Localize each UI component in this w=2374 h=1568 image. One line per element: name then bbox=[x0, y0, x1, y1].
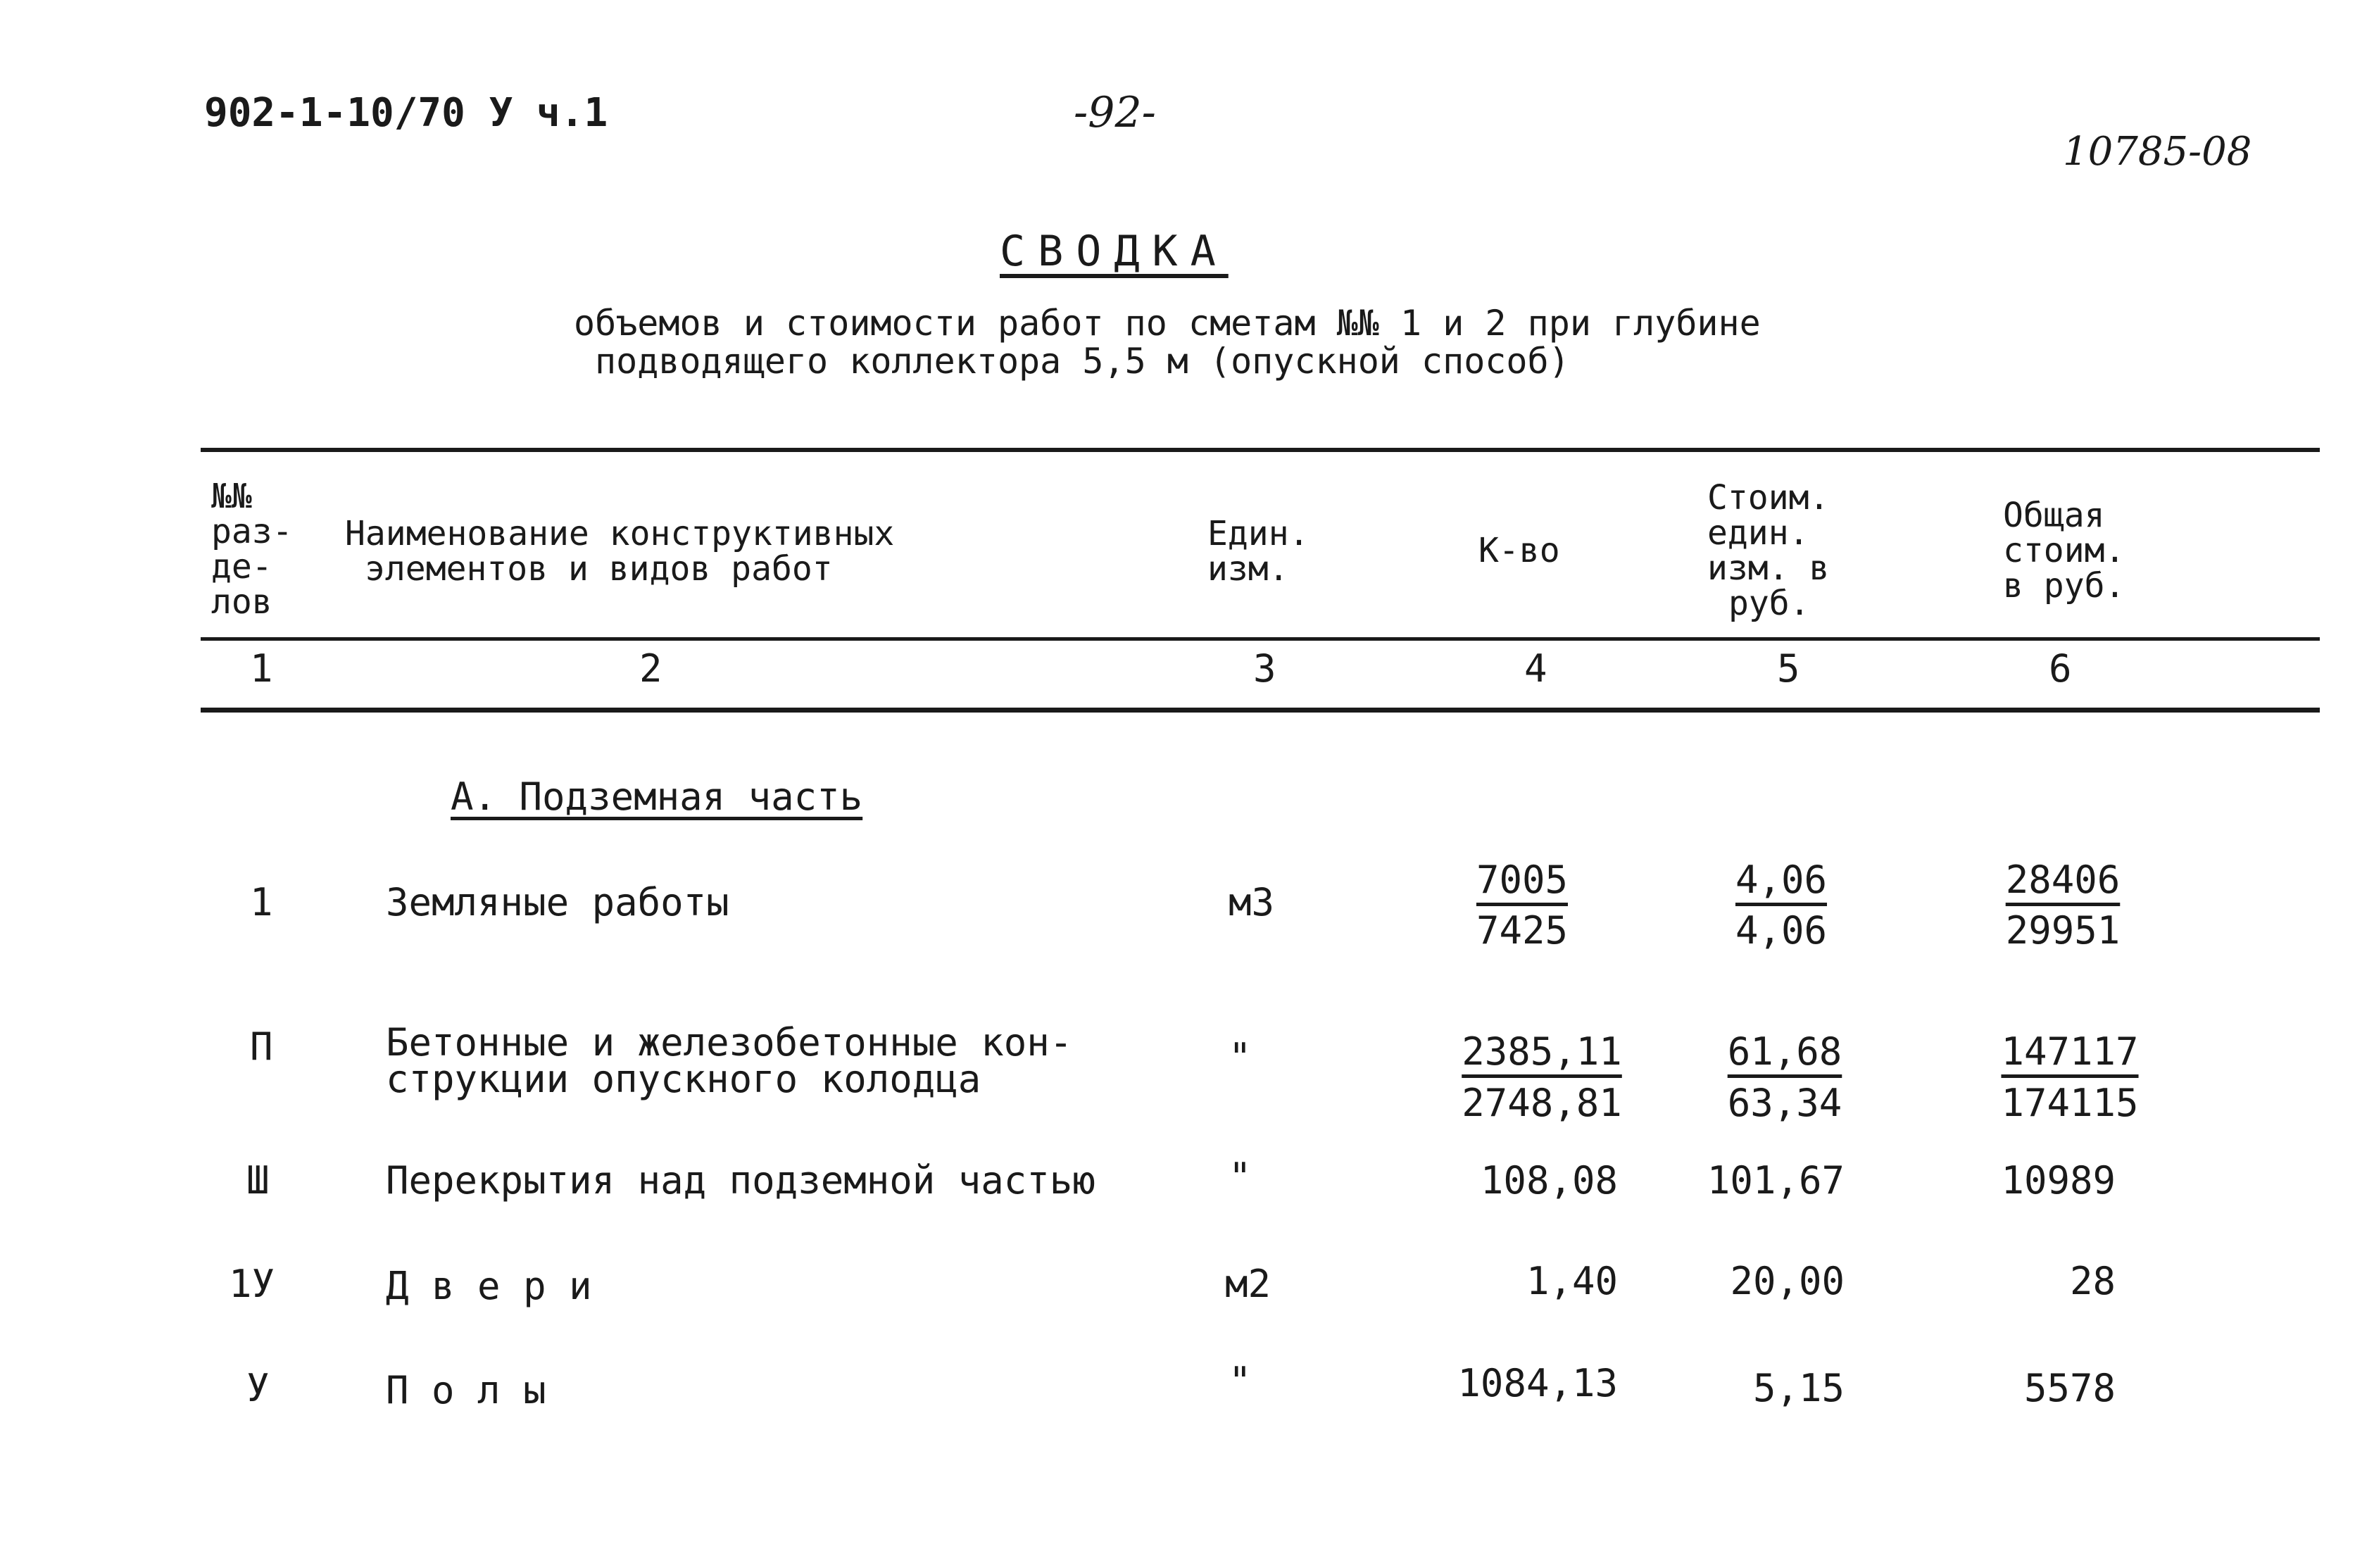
subtitle-line: объемов и стоимости работ по сметам №№ 1 и 2 при глубине bbox=[574, 303, 1761, 344]
row-2-qty-bottom: 2748,81 bbox=[1462, 1081, 1622, 1125]
row-1-qty-top: 7005 bbox=[1476, 858, 1569, 902]
row-5-total: 5578 bbox=[2023, 1366, 2116, 1410]
row-1-unit-cost-top: 4,06 bbox=[1735, 858, 1828, 902]
document-number: 10785-08 bbox=[2063, 129, 2252, 175]
row-1-total-top: 28406 bbox=[2005, 858, 2121, 902]
header-unit: Един. изм. bbox=[1207, 514, 1310, 589]
row-5-no: У bbox=[246, 1366, 270, 1410]
column-number: 2 bbox=[639, 646, 662, 691]
row-4-unit-cost: 20,00 bbox=[1730, 1259, 1845, 1303]
row-1-qty-bottom: 7425 bbox=[1476, 908, 1569, 953]
row-2-qty-top: 2385,11 bbox=[1462, 1029, 1622, 1074]
page-title: СВОДКА bbox=[1000, 227, 1229, 276]
row-3-no: Ш bbox=[246, 1158, 270, 1203]
subtitle-line: подводящего коллектора 5,5 м (опускной способ) bbox=[595, 341, 1570, 382]
header-name: Наименование конструктивных элементов и видов работ bbox=[345, 514, 895, 589]
row-1-unit-cost-bottom: 4,06 bbox=[1735, 908, 1828, 953]
row-2-total-top: 147117 bbox=[2001, 1029, 2139, 1074]
row-2-name: Бетонные и железобетонные кон- струкции опускного колодца bbox=[386, 1020, 1073, 1101]
header-qty: К-во bbox=[1478, 531, 1560, 570]
row-4-total: 28 bbox=[2069, 1259, 2116, 1303]
row-4-name: Д в е р и bbox=[386, 1264, 592, 1308]
column-number: 5 bbox=[1777, 646, 1800, 691]
column-number: 3 bbox=[1253, 646, 1276, 691]
row-3-unit: " bbox=[1229, 1155, 1252, 1199]
column-number: 6 bbox=[2049, 646, 2072, 691]
header-section-no: №№ раз- де- лов bbox=[211, 477, 293, 622]
row-5-unit-cost: 5,15 bbox=[1752, 1366, 1845, 1410]
document-code: 902-1-10/70 У ч.1 bbox=[204, 90, 608, 136]
row-5-qty: 1084,13 bbox=[1457, 1361, 1618, 1405]
row-2-unit: " bbox=[1229, 1035, 1252, 1079]
header-unit-cost: Стоим. един. изм. в руб. bbox=[1707, 478, 1830, 623]
row-1-unit: м3 bbox=[1229, 880, 1275, 924]
header-rule bbox=[201, 637, 2320, 641]
row-3-total: 10989 bbox=[2001, 1158, 2116, 1203]
row-1-no: 1 bbox=[250, 880, 273, 924]
column-number: 4 bbox=[1524, 646, 1547, 691]
row-2-unit-cost-bottom: 63,34 bbox=[1727, 1081, 1842, 1125]
row-2-total-bottom: 174115 bbox=[2001, 1081, 2139, 1125]
row-4-unit: м2 bbox=[1225, 1262, 1271, 1306]
row-4-no: 1У bbox=[229, 1262, 275, 1306]
row-3-qty: 108,08 bbox=[1480, 1158, 1618, 1203]
table-top-rule bbox=[201, 448, 2320, 452]
row-2-unit-cost-top: 61,68 bbox=[1727, 1029, 1842, 1074]
row-5-unit: " bbox=[1229, 1359, 1252, 1403]
page-subtitle bbox=[574, 304, 1761, 380]
row-2-no: П bbox=[250, 1024, 273, 1069]
header-total-cost: Общая стоим. в руб. bbox=[2003, 496, 2125, 606]
row-3-name: Перекрытия над подземной частью bbox=[386, 1158, 1095, 1203]
column-number: 1 bbox=[250, 646, 273, 691]
row-1-name: Земляные работы bbox=[386, 880, 729, 924]
row-5-name: П о л ы bbox=[386, 1368, 546, 1412]
row-4-qty: 1,40 bbox=[1526, 1259, 1618, 1303]
column-number-rule bbox=[201, 708, 2320, 713]
row-3-unit-cost: 101,67 bbox=[1707, 1158, 1845, 1203]
page-number: -92- bbox=[1074, 88, 1156, 137]
section-title: А. Подземная часть bbox=[451, 774, 863, 819]
row-1-total-bottom: 29951 bbox=[2005, 908, 2121, 953]
